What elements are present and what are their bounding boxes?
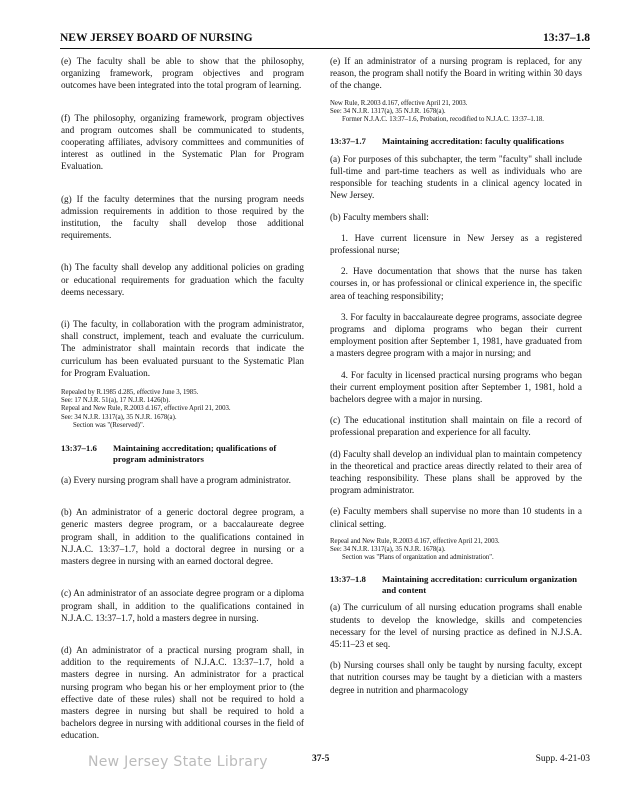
- history-note: [330, 538, 582, 563]
- list-item: 2. Have documentation that shows that the nurse has taken courses in, or has professional or clinical experience in, the specific area of teaching responsibility;: [330, 266, 582, 301]
- section-number: 13:37–1.7: [330, 136, 366, 147]
- paragraph-g: (g) If the faculty determines that the nursing program needs admission requirements in addition to those required by the institution, the faculty shall develop those additional requirements.: [61, 193, 304, 241]
- paragraph-a: (a) Every nursing program shall have a program administrator.: [61, 475, 291, 486]
- history-line: Repeal and New Rule, R.2003 d.167, effective April 21, 2003.: [61, 405, 231, 413]
- page-number: 37-5: [312, 754, 330, 764]
- history-line: See: 17 N.J.R. 51(a), 17 N.J.R. 1426(b).: [61, 397, 171, 405]
- paragraph-b: (b) Nursing courses shall only be taught by nursing faculty, except that nutrition courses may be taught by a dietician with a masters degree in nutrition and pharmacology: [330, 660, 582, 695]
- history-line: See: 34 N.J.R. 1317(a), 35 N.J.R. 1678(a).: [330, 107, 446, 115]
- list-item: 3. For faculty in baccalaureate degree programs, associate degree programs and diploma programs who began their current employment position after September 1, 1981, have graduated from a masters degree program with a major in nursing; and: [330, 311, 582, 359]
- paragraph-a: (a) The curriculum of all nursing education programs shall enable students to develop the knowledge, skills and competencies necessary for the level of nursing practice as defined in N.J.S.A. 45:11–23 et seq.: [330, 602, 582, 650]
- header-section-number: 13:37–1.8: [543, 32, 590, 44]
- header-title: NEW JERSEY BOARD OF NURSING: [60, 32, 253, 44]
- history-note: [61, 389, 304, 430]
- paragraph-h: (h) The faculty shall develop any additional policies on grading or educational requirements for graduation which the faculty deems necessary.: [61, 262, 304, 297]
- history-line: See: 34 N.J.R. 1317(a), 35 N.J.R. 1678(a).: [61, 413, 177, 421]
- paragraph-d: (d) An administrator of a practical nursing program shall, in addition to the requirements of N.J.A.C. 13:37–1.7, hold a masters degree in nursing. An administrator for a practical nursing program who began his or her employment prior to (the effective date of these rules) shall not be required to hold a masters degree in nursing but shall be required to hold a bachelors degree in nursing with additional courses in the field of education.: [61, 644, 304, 741]
- paragraph-c: (c) The educational institution shall maintain on file a record of professional preparation and experience for all faculty.: [330, 415, 582, 438]
- section-heading: [61, 443, 304, 464]
- paragraph-f: (f) The philosophy, organizing framework, program objectives and program outcomes shall be communicated to students, cooperating affiliates, advisory committees and communities of interest as outlined in the Systematic Plan for Program Evaluation.: [61, 112, 304, 172]
- section-number: 13:37–1.6: [61, 443, 97, 454]
- paragraph-e: (e) The faculty shall be able to show that the philosophy, organizing framework, program objectives and program outcomes have been integrated into the total program of learning.: [61, 56, 304, 91]
- history-line: Former N.J.A.C. 13:37–1.6, Probation, recodified to N.J.A.C. 13:37–1.18.: [342, 116, 545, 124]
- history-line: See: 34 N.J.R. 1317(a), 35 N.J.R. 1678(a).: [330, 546, 446, 553]
- paragraph-b: (b) Faculty members shall:: [330, 211, 429, 222]
- library-stamp: New Jersey State Library: [88, 754, 268, 770]
- paragraph-i: (i) The faculty, in collaboration with the program administrator, shall construct, implement, teach and evaluate the curriculum. The administrator shall maintain records that indicate the curriculum has been evaluated pursuant to the Systematic Plan for Program Evaluation.: [61, 319, 304, 378]
- right-column: [330, 55, 582, 696]
- paragraph-a: (a) For purposes of this subchapter, the term "faculty" shall include full-time and part-time teachers as well as individuals who are responsible for teaching students in a clinical agency located in New Jersey.: [330, 153, 582, 201]
- history-line: Repealed by R.1985 d.285, effective June 3, 1985.: [61, 389, 199, 397]
- list-item: 1. Have current licensure in New Jersey as a registered professional nurse;: [330, 232, 582, 255]
- history-note: [330, 100, 582, 125]
- section-number: 13:37–1.8: [330, 574, 366, 585]
- paragraph-d: (d) Faculty shall develop an individual plan to maintain competency in the theoretical and practice areas directly related to their area of teaching responsibility. These plans shall be approved by the program administrator.: [330, 448, 582, 496]
- section-title: Maintaining accreditation: faculty qualifications: [382, 136, 564, 147]
- left-column: [61, 55, 304, 742]
- supplement-date: Supp. 4-21-03: [535, 754, 590, 764]
- section-heading: [330, 136, 582, 147]
- paragraph-e2: (e) Faculty members shall supervise no more than 10 students in a clinical setting.: [330, 506, 582, 529]
- list-item: 4. For faculty in licensed practical nursing programs who began their current employment position after September 1, 1981, hold a bachelors degree with a major in nursing.: [330, 369, 582, 404]
- paragraph-e: (e) If an administrator of a nursing program is replaced, for any reason, the program shall notify the Board in writing within 30 days of the change.: [330, 56, 582, 91]
- history-line: New Rule, R.2003 d.167, effective April 21, 2003.: [330, 99, 468, 107]
- paragraph-c: (c) An administrator of an associate degree program or a diploma program shall, in addition to the qualifications contained in N.J.A.C. 13:37–1.7, hold a masters degree in nursing.: [61, 588, 304, 623]
- page-footer: [60, 752, 590, 782]
- history-line: Section was "(Reserved)".: [73, 421, 145, 429]
- section-title: Maintaining accreditation: curriculum organization and content: [382, 574, 578, 595]
- running-header: [60, 32, 590, 49]
- history-line: Section was "Plans of organization and administration".: [342, 554, 494, 562]
- paragraph-b: (b) An administrator of a generic doctoral degree program, a generic masters degree program, or a baccalaureate degree program shall, in addition to the qualifications contained in N.J.A.C. 13:37–1.7, hold a doctoral degree in nursing or a masters degree in nursing with an earned doctoral degree.: [61, 507, 304, 567]
- history-line: Repeal and New Rule, R.2003 d.167, effective April 21, 2003.: [330, 537, 500, 545]
- section-heading: [330, 574, 582, 595]
- section-title: Maintaining accreditation; qualifications of program administrators: [113, 443, 277, 464]
